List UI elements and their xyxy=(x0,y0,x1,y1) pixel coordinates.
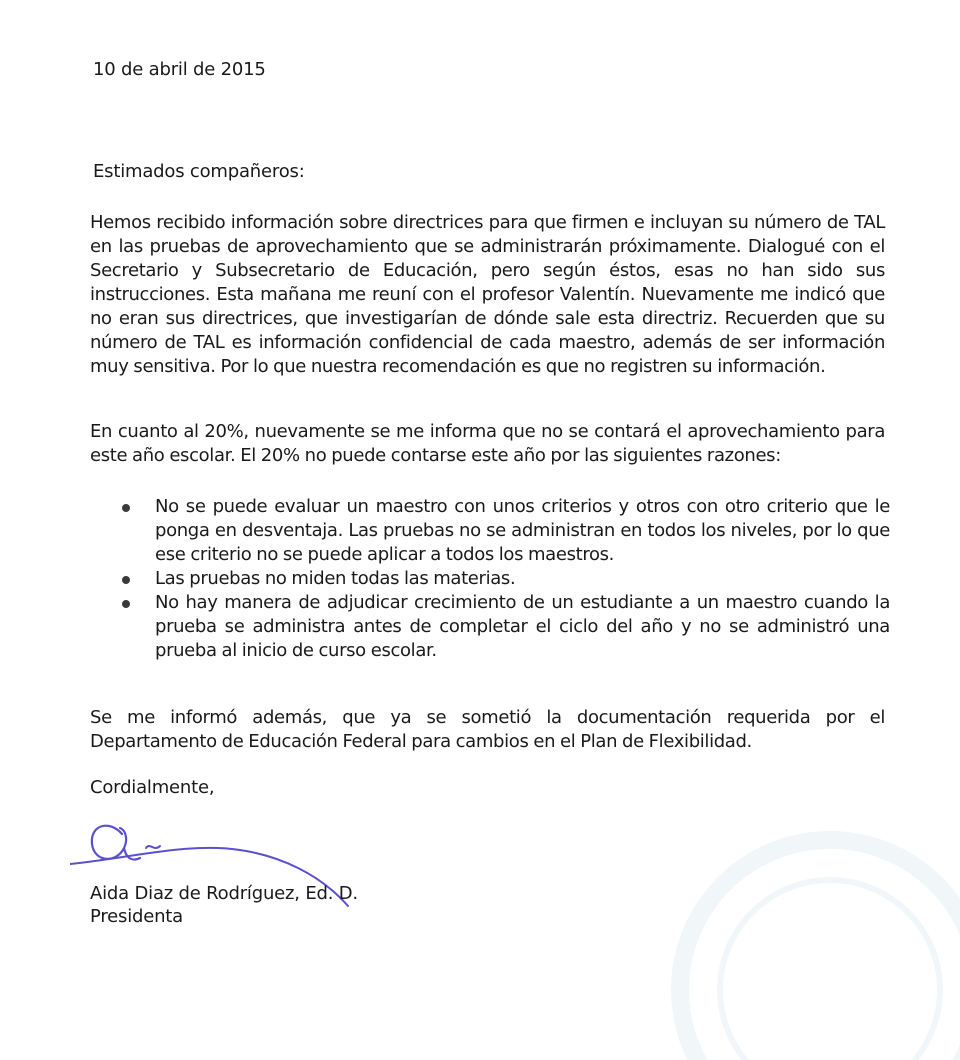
reason-text: No se puede evaluar un maestro con unos criterios y otros con otro criterio que le ponga en desventaja. Las pruebas no se administran en todos los niveles, por lo que ese criterio no se puede aplicar a todos los maestros. xyxy=(155,496,890,565)
reasons-list xyxy=(120,495,890,663)
closing: Cordialmente, xyxy=(90,777,215,798)
bullet-icon xyxy=(122,600,130,608)
reason-text: No hay manera de adjudicar crecimiento de un estudiante a un maestro cuando la prueba se administra antes de completar el ciclo del año y no se administró una prueba al inicio de curso escolar. xyxy=(155,592,890,661)
reason-text: Las pruebas no miden todas las materias. xyxy=(155,568,516,589)
letter-date: 10 de abril de 2015 xyxy=(93,59,266,80)
faint-stamp-watermark xyxy=(620,800,960,1060)
paragraph-federal-documentation: Se me informó además, que ya se sometió la documentación requerida por el Departamento de Educación Federal para cambios en el Plan de Flexibilidad. xyxy=(90,707,885,752)
paragraph-twenty-percent: En cuanto al 20%, nuevamente se me informa que no se contará el aprovechamiento para este año escolar. El 20% no puede contarse este año por las siguientes razones: xyxy=(90,421,885,466)
list-item xyxy=(120,591,890,663)
salutation: Estimados compañeros: xyxy=(93,161,305,182)
signer-name: Aida Diaz de Rodríguez, Ed. D. xyxy=(90,883,358,904)
bullet-icon xyxy=(122,504,130,512)
list-item xyxy=(120,567,890,591)
bullet-icon xyxy=(122,576,130,584)
signer-title: Presidenta xyxy=(90,906,183,927)
paragraph-tal-number: Hemos recibido información sobre directrices para que firmen e incluyan su número de TAL en las pruebas de aprovechamiento que se administrarán próximamente. Dialogué con el Secretario y Subsecretario de Educación, pero según éstos, esas no han sido sus instrucciones. Esta mañana me reuní con el profesor Valentín. Nuevamente me indicó que no eran sus directrices, que investigarían de dónde sale esta directriz. Recuerden que su número de TAL es información confidencial de cada maestro, además de ser información muy sensitiva. Por lo que nuestra recomendación es que no registren su información. xyxy=(90,212,885,377)
list-item xyxy=(120,495,890,567)
